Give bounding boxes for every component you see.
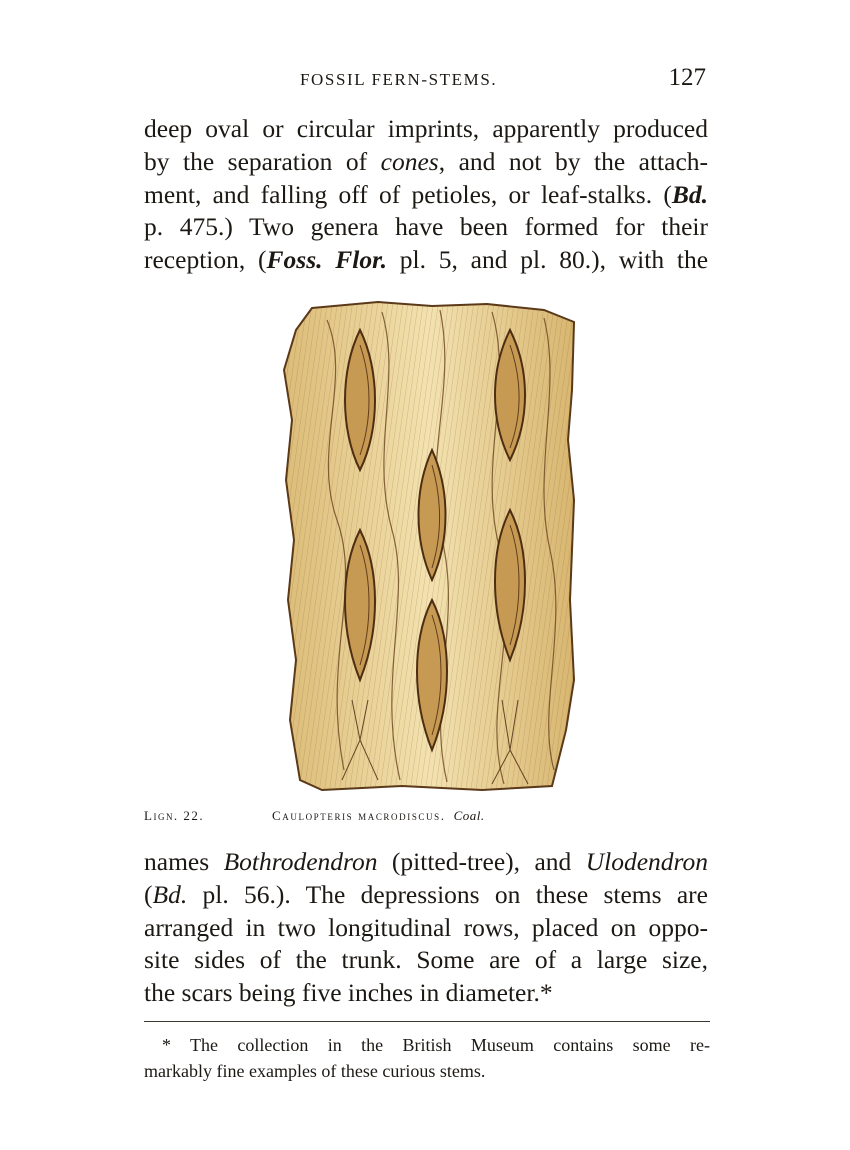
- footnote: [144, 1032, 710, 1084]
- figure-caption-row: [144, 808, 710, 828]
- text-line: names Bothrodendron (pitted-tree), and Ulodendron: [144, 847, 708, 876]
- text-line: site sides of the trunk. Some are of a large size,: [144, 945, 708, 975]
- fossil-stem-illustration: [282, 300, 582, 792]
- footnote-rule: [144, 1021, 710, 1022]
- text-line: arranged in two longitudinal rows, placed on oppo-: [144, 912, 708, 942]
- text-line: p. 475.) Two genera have been formed for their: [144, 212, 708, 242]
- paragraph-bottom: [144, 846, 708, 1010]
- text-line-last: the scars being five inches in diameter.*: [144, 978, 553, 1008]
- text-line: deep oval or circular imprints, apparently produced: [144, 114, 708, 143]
- running-head: [144, 64, 710, 94]
- paragraph-top: [144, 113, 708, 277]
- running-title: FOSSIL FERN-STEMS.: [300, 70, 498, 89]
- text-line: reception, (Foss. Flor. pl. 5, and pl. 80.), with the: [144, 245, 709, 275]
- figure-label: Lign. 22.: [144, 808, 205, 823]
- footnote-line: markably fine examples of these curious stems.: [144, 1061, 486, 1081]
- text-line: (Bd. pl. 56.). The depressions on these stems are: [144, 879, 708, 909]
- text-line: ment, and falling off of petioles, or leaf-stalks. (Bd.: [144, 179, 708, 209]
- figure-caption: Caulopteris macrodiscus. Coal.: [272, 808, 485, 823]
- text-line: by the separation of cones, and not by the attach-: [144, 146, 709, 176]
- page-number: 127: [668, 64, 706, 91]
- figure-source: Coal.: [453, 808, 485, 823]
- footnote-line: * The collection in the British Museum contains some re-: [162, 1035, 710, 1055]
